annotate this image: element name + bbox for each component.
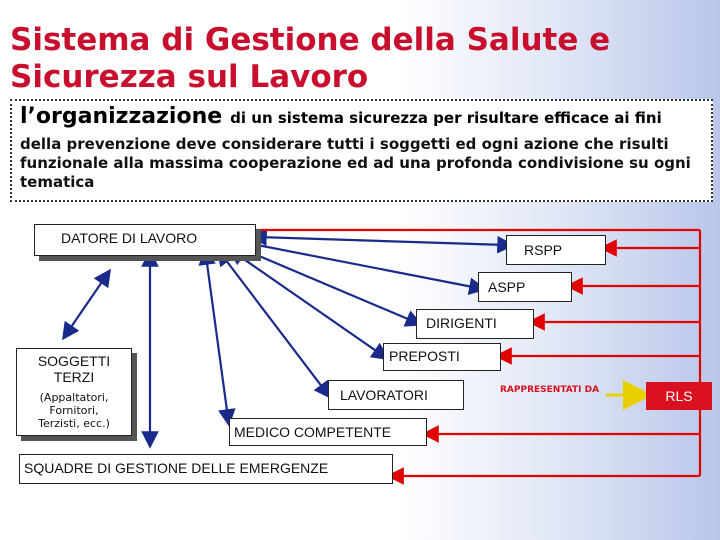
node-aspp-label: ASPP bbox=[488, 279, 526, 295]
arrow-datore-medico bbox=[206, 256, 228, 418]
node-preposti bbox=[383, 343, 501, 371]
arrow-datore-preposti bbox=[235, 253, 382, 355]
node-rls: RLS bbox=[646, 382, 712, 410]
node-datore-di-lavoro bbox=[34, 224, 256, 256]
node-soggetti-title: SOGGETTI TERZI bbox=[37, 353, 111, 385]
node-lavoratori-label: LAVORATORI bbox=[340, 387, 428, 403]
node-dirigenti bbox=[416, 309, 534, 339]
arrow-datore-rspp bbox=[258, 237, 506, 245]
rappresentati-da-label: RAPPRESENTATI DA bbox=[500, 385, 600, 395]
node-rspp-label: RSPP bbox=[524, 242, 563, 258]
node-soggetti-detail: (Appaltatori, Fornitori, Terzisti, ecc.) bbox=[38, 391, 110, 430]
arrow-datore-terzi bbox=[67, 276, 106, 333]
node-squadre-emergenze bbox=[19, 454, 393, 484]
node-medico-competente bbox=[229, 418, 427, 446]
node-squadre-label: SQUADRE DI GESTIONE DELLE EMERGENZE bbox=[24, 460, 329, 476]
title-line-1: Sistema di Gestione della Salute e bbox=[10, 22, 611, 58]
node-preposti-label: PREPOSTI bbox=[389, 348, 460, 364]
node-aspp bbox=[478, 272, 572, 302]
node-lavoratori bbox=[328, 380, 464, 410]
arrow-datore-aspp bbox=[252, 244, 478, 288]
intro-body: della prevenzione deve considerare tutti i soggetti ed ogni azione che risulti funzionale alla massima cooperazione ed ad una profonda condivisione su ogni tematica bbox=[20, 135, 691, 191]
node-dirigenti-label: DIRIGENTI bbox=[426, 315, 497, 331]
intro-heading-main: l’organizzazione bbox=[20, 104, 223, 129]
intro-heading-tail: di un sistema sicurezza per risultare efficace ai fini bbox=[230, 109, 662, 127]
node-soggetti-terzi bbox=[16, 348, 132, 436]
node-datore-label: DATORE DI LAVORO bbox=[61, 230, 198, 246]
node-medico-label: MEDICO COMPETENTE bbox=[234, 424, 392, 440]
title-line-2: Sicurezza sul Lavoro bbox=[10, 59, 369, 95]
arrow-datore-dirigenti bbox=[245, 250, 415, 322]
arrow-datore-lavoratori bbox=[222, 255, 326, 392]
node-rspp bbox=[506, 235, 606, 265]
